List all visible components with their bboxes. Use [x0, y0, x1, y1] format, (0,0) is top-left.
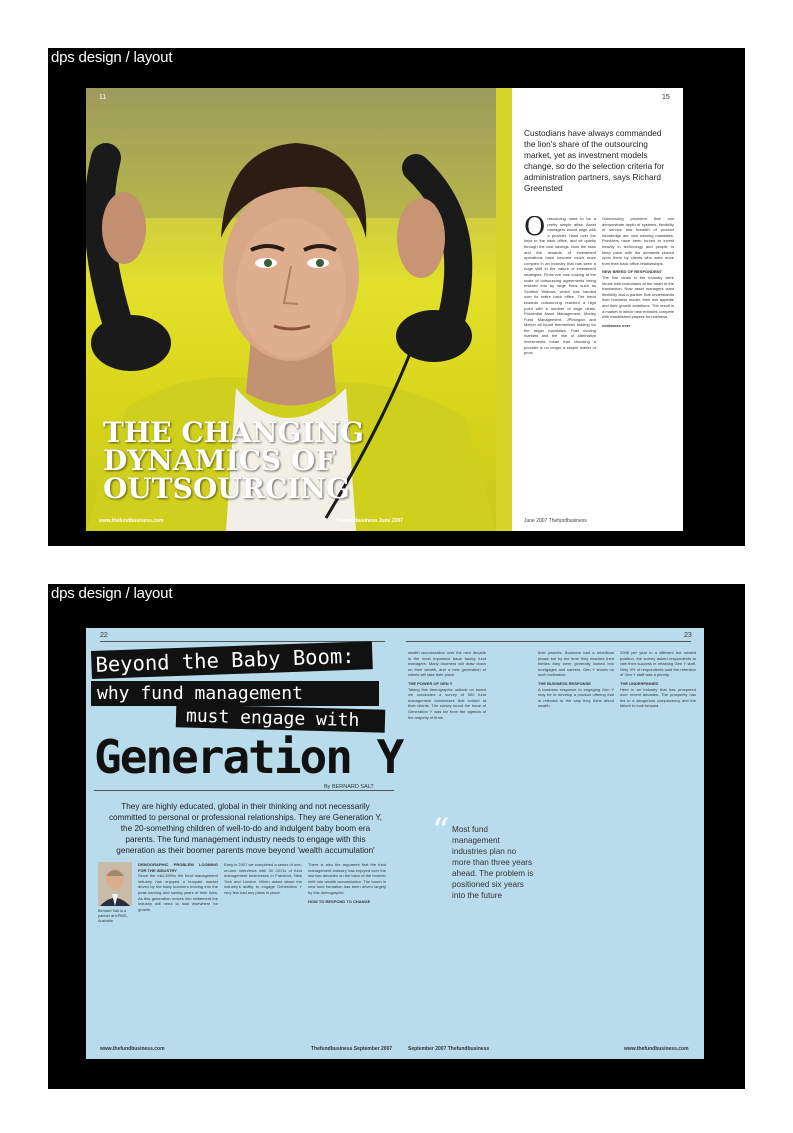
body-column-2: Early in 2007 we completed a series of one-on-one interviews with 30 CEOs of fund management businesses in Frankfurt, New York and London. When asked about the industry's ability to engage Generation Y very few had any plans in place. — [224, 862, 302, 895]
subheading: NEW BREED OF RESPONDENT — [602, 269, 663, 275]
body-column-4: wealth accumulation over the next decade is the most important issue facing fund managers. Many boomers will draw down on their wealth, and a new generation of clients will take their place. THE POWER OF GEN Y Taking this demographic outlook on board we conducted a survey of 500 fund management businesses that looked at their clients. The survey found the issue of Generation Y was far from the agenda of the majority of firms. — [408, 650, 486, 720]
headline-bar-1: Beyond the Baby Boom: — [91, 641, 373, 679]
subheading: THE POWER OF GEN Y — [408, 680, 453, 686]
author-portrait-illustration — [98, 862, 132, 906]
footer-url-right: www.thefundbusiness.com — [624, 1046, 689, 1052]
continues-label: continues over — [602, 322, 631, 328]
drop-cap: O — [524, 216, 546, 242]
footer-issue-right: June 2007 Thefundbusiness — [524, 518, 587, 524]
page-number-right: 15 — [662, 94, 670, 101]
body-column-2: Outsourcing providers that can demonstrate depth of systems, flexibility of service and breadth of product knowledge are now winning mandates. Providers have been forced to invest heavily in technology and people to keep pace with the demands placed upon them by clients who want more from their back office relationships. NEW BREED OF RESPONDENT The first deals in the industry were struck with custodians at the heart of the transaction. Now asset managers want flexibility and a partner that understands their business model, their risk appetite and their growth ambitions. The result is a market in which new entrants compete with established players for business. continues over — [602, 216, 674, 328]
cover-photo — [86, 88, 496, 531]
subheading: DEMOGRAPHIC PROBLEM LOOMING FOR THE INDUSTRY — [138, 862, 218, 873]
body-column-1: O utsourcing used to be a pretty simple affair. Asset managers would align with a provider, hand over the keys to the back office, and sit quietly through the cost savings. Now the risks and the rewards of investment operations have become much more complex in an industry that has seen a huge shift in the nature of investment strategies. Firms are now looking at the scale of outsourcing agreements being entered into by large firms such as Scottish Widows, which has handed over its entire back office. The trend towards outsourcing reached a high point with a number of large deals. Prudential Asset Management, Morley Fund Management, JPMorgan and Mellon all found themselves bidding for the larger mandates. Fast moving markets and the rise of alternative investments mean that choosing a provider is no longer a simple matter of price. — [524, 216, 596, 356]
panel-label: dps design / layout — [51, 585, 173, 602]
top-rule-right — [406, 641, 691, 642]
headline-bar-3: must engage with — [176, 704, 386, 732]
subheading: THE UNDERPINNED — [620, 680, 659, 686]
body-column-3: There is also the argument that the fund management industry has enjoyed over the last two decades on the back of the boomer shift into wealth accumulation. The boom in new fund formation has been driven largely by this demographic. HOW TO RESPOND TO CHANGE — [308, 862, 386, 904]
standfirst: Custodians have always commanded the lion's share of the outsourcing market, yet as investment models change, so do the selection criteria for administration partners, says Richard Greensted — [524, 128, 665, 193]
magazine-spread — [86, 88, 683, 531]
magazine-spread — [86, 628, 704, 1059]
body-column-5: their parents. Boomers had a rebellious phase but by the time they reached their thirties they were generally locked into mortgages and careers. Gen Y shows no such inclination. THE BUSINESS RESPONSE A business response to engaging Gen Y may be to develop a product offering that is relevant to the way they think about wealth. — [538, 650, 614, 709]
page-number-left: 22 — [100, 632, 108, 639]
byline-rule — [94, 790, 394, 791]
headline-generation-y: Generation Y — [94, 730, 403, 784]
headline: THE CHANGING DYNAMICS OF OUTSOURCING — [103, 416, 364, 505]
subheading: THE BUSINESS RESPONSE — [538, 680, 591, 686]
footer-issue-right: September 2007 Thefundbusiness — [408, 1046, 490, 1052]
subheading: HOW TO RESPOND TO CHANGE — [308, 898, 371, 904]
footer-issue: Thefundbusiness June 2007 — [336, 518, 403, 524]
body-column-1: DEMOGRAPHIC PROBLEM LOOMING FOR THE INDUSTRY Since the mid-1990s the fund management industry has enjoyed a buoyant market driven by the baby boomers moving into the peak earning and saving years of their lives. As this generation moves into retirement the industry will need to look elsewhere for growth. — [138, 862, 218, 912]
panel-label: dps design / layout — [51, 49, 173, 66]
article-page — [512, 88, 683, 531]
author-caption: Bernard Salt is a partner at KPMG, Australia — [98, 909, 128, 923]
author-photo — [98, 862, 132, 906]
quote-mark-icon: “ — [432, 811, 450, 851]
page-number-right: 23 — [684, 632, 692, 639]
body-column-6: 2008 per year in a different but related position, the survey asked respondents to rate their success in retaining Gen Y staff. Only 4% of respondents said the retention of Gen Y staff was a priority. THE UNDERPINNED Here is an industry that has prospered over recent decades. The prosperity has led to a dangerous complacency and the failure to look forward. — [620, 650, 696, 709]
yellow-divider — [496, 88, 512, 531]
footer-url: www.thefundbusiness.com — [99, 518, 164, 524]
standfirst: They are highly educated, global in their thinking and not necessarily committed to personal or professional relationships. They are Generation Y, the 20-something children of well-to-do and indulgent baby boom era parents. The fund management industry needs to engage with this generation as their boomer parents move beyond 'wealth accumulation' — [108, 802, 383, 855]
headline-bar-2: why fund management — [91, 681, 379, 706]
spread-panel-outsourcing — [48, 48, 745, 546]
pull-quote: Most fund management industries plan no more than three years ahead. The problem is positioned six years into the future — [452, 825, 534, 900]
byline: By BERNARD SALT — [324, 784, 374, 790]
footer-issue-left: Thefundbusiness September 2007 — [311, 1046, 393, 1052]
footer-url-left: www.thefundbusiness.com — [100, 1046, 165, 1052]
spread-panel-generation-y — [48, 584, 745, 1089]
page-number-left: 11 — [99, 94, 107, 101]
